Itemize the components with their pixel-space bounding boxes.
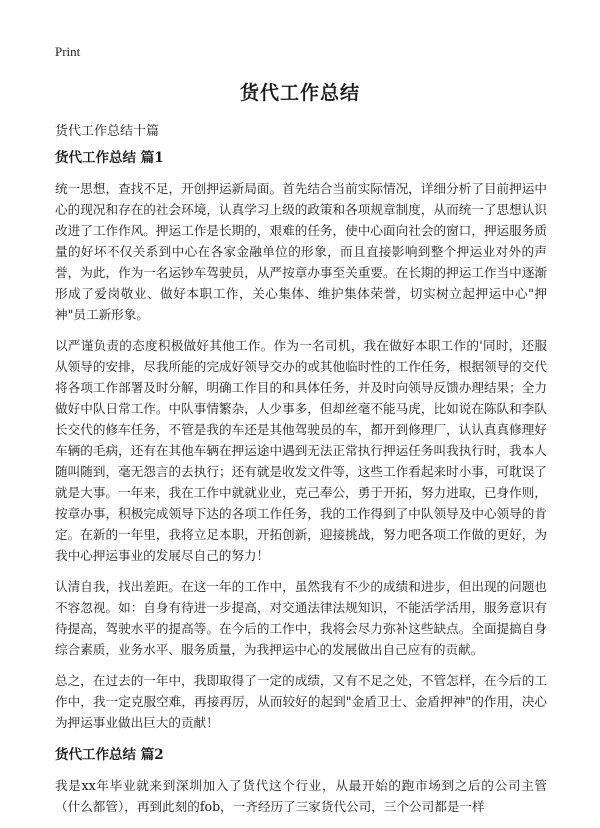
section-2 <box>55 747 547 817</box>
section-1 <box>55 150 547 733</box>
paragraph: 以严谨负责的态度积极做好其他工作。作为一名司机，我在做好本职工作的'同时，还服从领导的安排，尽我所能的完成好领导交办的或其他临时性的工作任务，根据领导的交代将各项工作部署及时分解，明确工作目的和具体任务，并及时向领导反馈办理结果；全力做好中队日常工作。中队事情繁杂，人少事多，但却丝毫不能马虎，比如说在陈队和李队长交代的修车任务，不管是我的车还是其他驾驶员的车，都开到修理厂，认认真真修理好车辆的毛病，还有在其他车辆在押运途中遇到无法正常执行押运任务叫我执行时，我本人随叫随到，毫无怨言的去执行；还有就是收发文件等，这些工作看起来时小事，可耽误了就是大事。一年来，我在工作中就就业业，克己奉公，勇于开拓，努力进取，已身作则，按章办事，积极完成领导下达的各项工作任务，我的工作得到了中队领导及中心领导的肯定。在新的一年里，我将立足本职，开拓创新，迎接挑战，努力吧各项工作做的更好，为我中心押运事业的发展尽自己的努力！ <box>55 338 547 563</box>
print-label: Print <box>55 44 81 59</box>
paragraph: 统一思想，查找不足，开创押运新局面。首先结合当前实际情况，详细分析了目前押运中心的现况和存在的社会环境，认真学习上级的政策和各项规章制度，从而统一了思想认识改进了工作作风。押运工作是长期的，艰难的任务，使中心面向社会的窗口，押运服务质量的好坏不仅关系到中心在各家金融单位的形象，而且直接影响到整个押运业对外的声誉，为此，作为一名运钞车驾驶员，从严按章办事至关重要。在长期的押运工作当中逐渐形成了爱岗敬业、做好本职工作，关心集体、维护集体荣誉，切实树立起押运中心"押神"员工新形象。 <box>55 181 547 322</box>
section-heading: 货代工作总结 篇1 <box>55 150 164 166</box>
document-subtitle: 货代工作总结十篇 <box>55 124 160 139</box>
paragraph: 认清自我，找出差距。在这一年的工作中，虽然我有不少的成绩和进步，但出现的问题也不容忽视。如：自身有待进一步提高，对交通法律法规知识，不能活学活用，服务意识有待提高，驾驶水平的提高等。在今后的工作中，我将会尽力弥补这些缺点。全面提搞自身综合素质，业务水平、服务质量，为我押运中心的发展做出自己应有的贡献。 <box>55 579 547 657</box>
document-body <box>55 150 547 817</box>
paragraph: 总之，在过去的一年中，我即取得了一定的成绩，又有不足之处，不管怎样，在今后的工作中，我一定克服空难，再接再厉，从而较好的起到"金盾卫士、金盾押神"的作用，决心为押运事业做出巨大的贡献！ <box>55 673 547 730</box>
paragraph: 我是xx年毕业就来到深圳加入了货代这个行业，从最开始的跑市场到之后的公司主管（什么都管），再到此刻的fob，一齐经历了三家货代公司，三个公司都是一样 <box>55 778 547 814</box>
section-heading: 货代工作总结 篇2 <box>55 747 164 763</box>
page-title: 货代工作总结 <box>239 82 360 104</box>
